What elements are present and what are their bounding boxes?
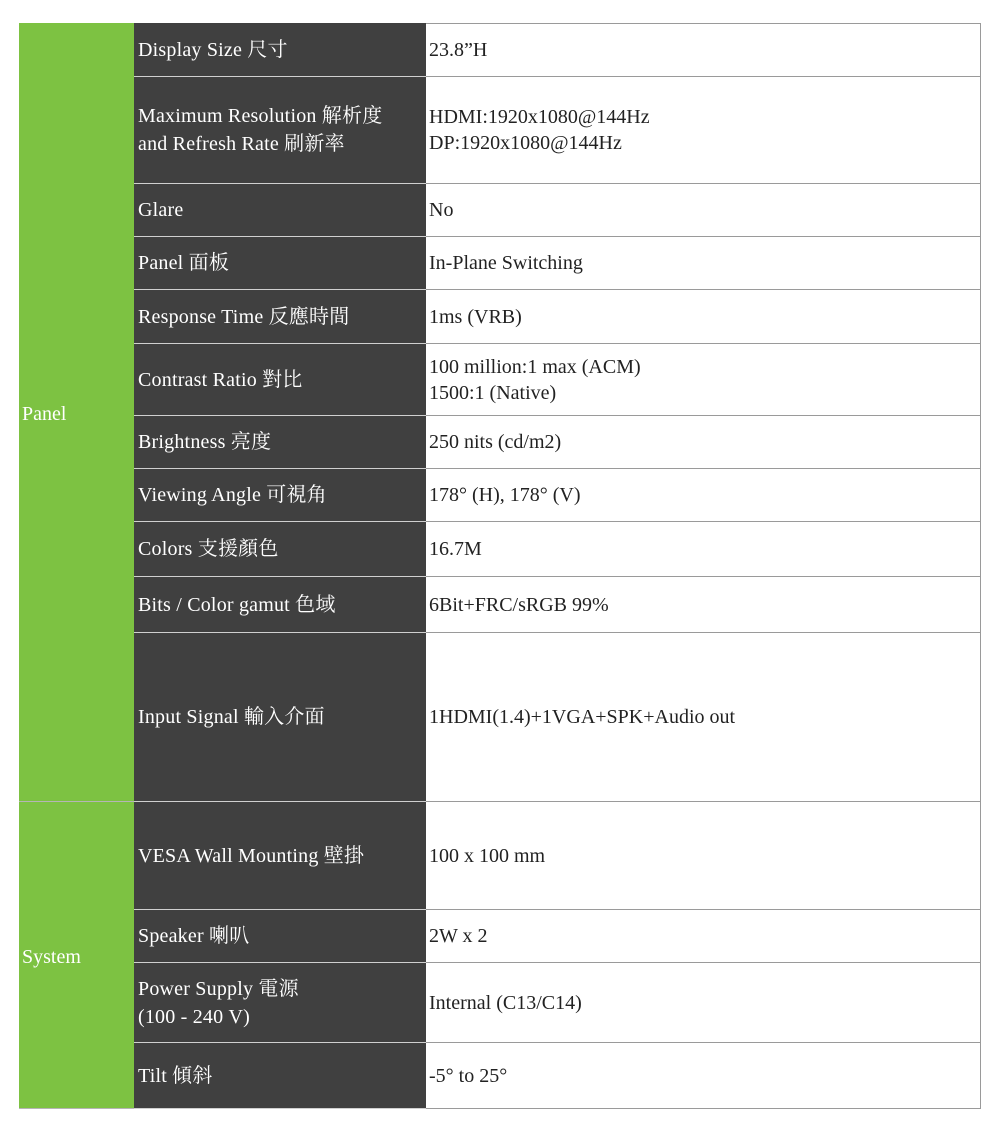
spec-key-label: Panel 面板 — [138, 252, 230, 274]
spec-row-display-size — [134, 23, 981, 77]
spec-value-text: HDMI:1920x1080@144Hz DP:1920x1080@144Hz — [429, 106, 650, 154]
spec-row-vesa — [134, 802, 981, 910]
spec-value — [426, 237, 981, 290]
spec-key — [134, 577, 426, 633]
spec-key-label: Tilt 傾斜 — [138, 1064, 213, 1087]
spec-value — [426, 23, 981, 77]
spec-row-panel — [134, 237, 981, 290]
spec-value — [426, 910, 981, 963]
spec-key-label: Glare — [138, 199, 184, 221]
spec-key — [134, 237, 426, 290]
spec-value-text: 178° (H), 178° (V) — [429, 484, 581, 506]
spec-value-text: Internal (C13/C14) — [429, 991, 582, 1014]
spec-value — [426, 290, 981, 344]
spec-value-text: In-Plane Switching — [429, 252, 583, 274]
spec-key — [134, 344, 426, 416]
spec-key-label: Speaker 喇叭 — [138, 925, 250, 947]
spec-row-contrast-ratio — [134, 344, 981, 416]
spec-row-colors — [134, 522, 981, 577]
spec-key — [134, 77, 426, 184]
spec-key — [134, 469, 426, 522]
spec-key-label: Contrast Ratio 對比 — [138, 368, 303, 391]
spec-row-glare — [134, 184, 981, 237]
spec-row-brightness — [134, 416, 981, 469]
spec-value — [426, 963, 981, 1043]
spec-row-tilt — [134, 1043, 981, 1109]
spec-key — [134, 633, 426, 802]
spec-key — [134, 522, 426, 577]
spec-value — [426, 77, 981, 184]
spec-value — [426, 577, 981, 633]
spec-row-color-gamut — [134, 577, 981, 633]
spec-value-text: 250 nits (cd/m2) — [429, 431, 562, 453]
spec-key-label: Viewing Angle 可視角 — [138, 484, 327, 506]
spec-value-text: 16.7M — [429, 538, 482, 560]
spec-row-speaker — [134, 910, 981, 963]
spec-key-label: VESA Wall Mounting 壁掛 — [138, 844, 365, 867]
spec-table — [19, 23, 981, 1109]
spec-key-label: Bits / Color gamut 色域 — [138, 593, 336, 616]
spec-value — [426, 522, 981, 577]
spec-key-label: Power Supply 電源 (100 - 240 V) — [138, 977, 299, 1028]
group-panel — [19, 23, 134, 802]
group-label-panel: Panel — [22, 403, 67, 425]
spec-key — [134, 184, 426, 237]
spec-key — [134, 416, 426, 469]
spec-value — [426, 344, 981, 416]
spec-value — [426, 802, 981, 910]
spec-key — [134, 290, 426, 344]
spec-key-label: Display Size 尺寸 — [138, 38, 288, 61]
spec-value-text: 1ms (VRB) — [429, 305, 522, 328]
spec-value-text: 23.8”H — [429, 39, 488, 61]
spec-key — [134, 910, 426, 963]
spec-row-viewing-angle — [134, 469, 981, 522]
spec-key-label: Response Time 反應時間 — [138, 305, 350, 328]
spec-value — [426, 469, 981, 522]
spec-value — [426, 416, 981, 469]
spec-value-text: 2W x 2 — [429, 925, 488, 947]
spec-value-text: -5° to 25° — [429, 1064, 508, 1087]
spec-key-label: Brightness 亮度 — [138, 431, 272, 453]
spec-value-text: 100 million:1 max (ACM) 1500:1 (Native) — [429, 355, 641, 404]
spec-key — [134, 23, 426, 77]
spec-row-resolution — [134, 77, 981, 184]
spec-row-input-signal — [134, 633, 981, 802]
spec-key — [134, 963, 426, 1043]
spec-value — [426, 1043, 981, 1109]
spec-value-text: 1HDMI(1.4)+1VGA+SPK+Audio out — [429, 706, 736, 728]
group-label-system: System — [22, 946, 81, 968]
spec-key — [134, 802, 426, 910]
spec-value-text: No — [429, 199, 454, 221]
spec-key-label: Maximum Resolution 解析度 and Refresh Rate 刷新率 — [138, 105, 383, 155]
spec-value-text: 100 x 100 mm — [429, 844, 546, 867]
spec-value — [426, 184, 981, 237]
spec-key-label: Input Signal 輸入介面 — [138, 706, 325, 728]
spec-value — [426, 633, 981, 802]
spec-key-label: Colors 支援顏色 — [138, 538, 279, 560]
spec-key — [134, 1043, 426, 1109]
spec-row-power-supply — [134, 963, 981, 1043]
spec-row-response-time — [134, 290, 981, 344]
group-system — [19, 802, 134, 1109]
spec-value-text: 6Bit+FRC/sRGB 99% — [429, 593, 609, 616]
